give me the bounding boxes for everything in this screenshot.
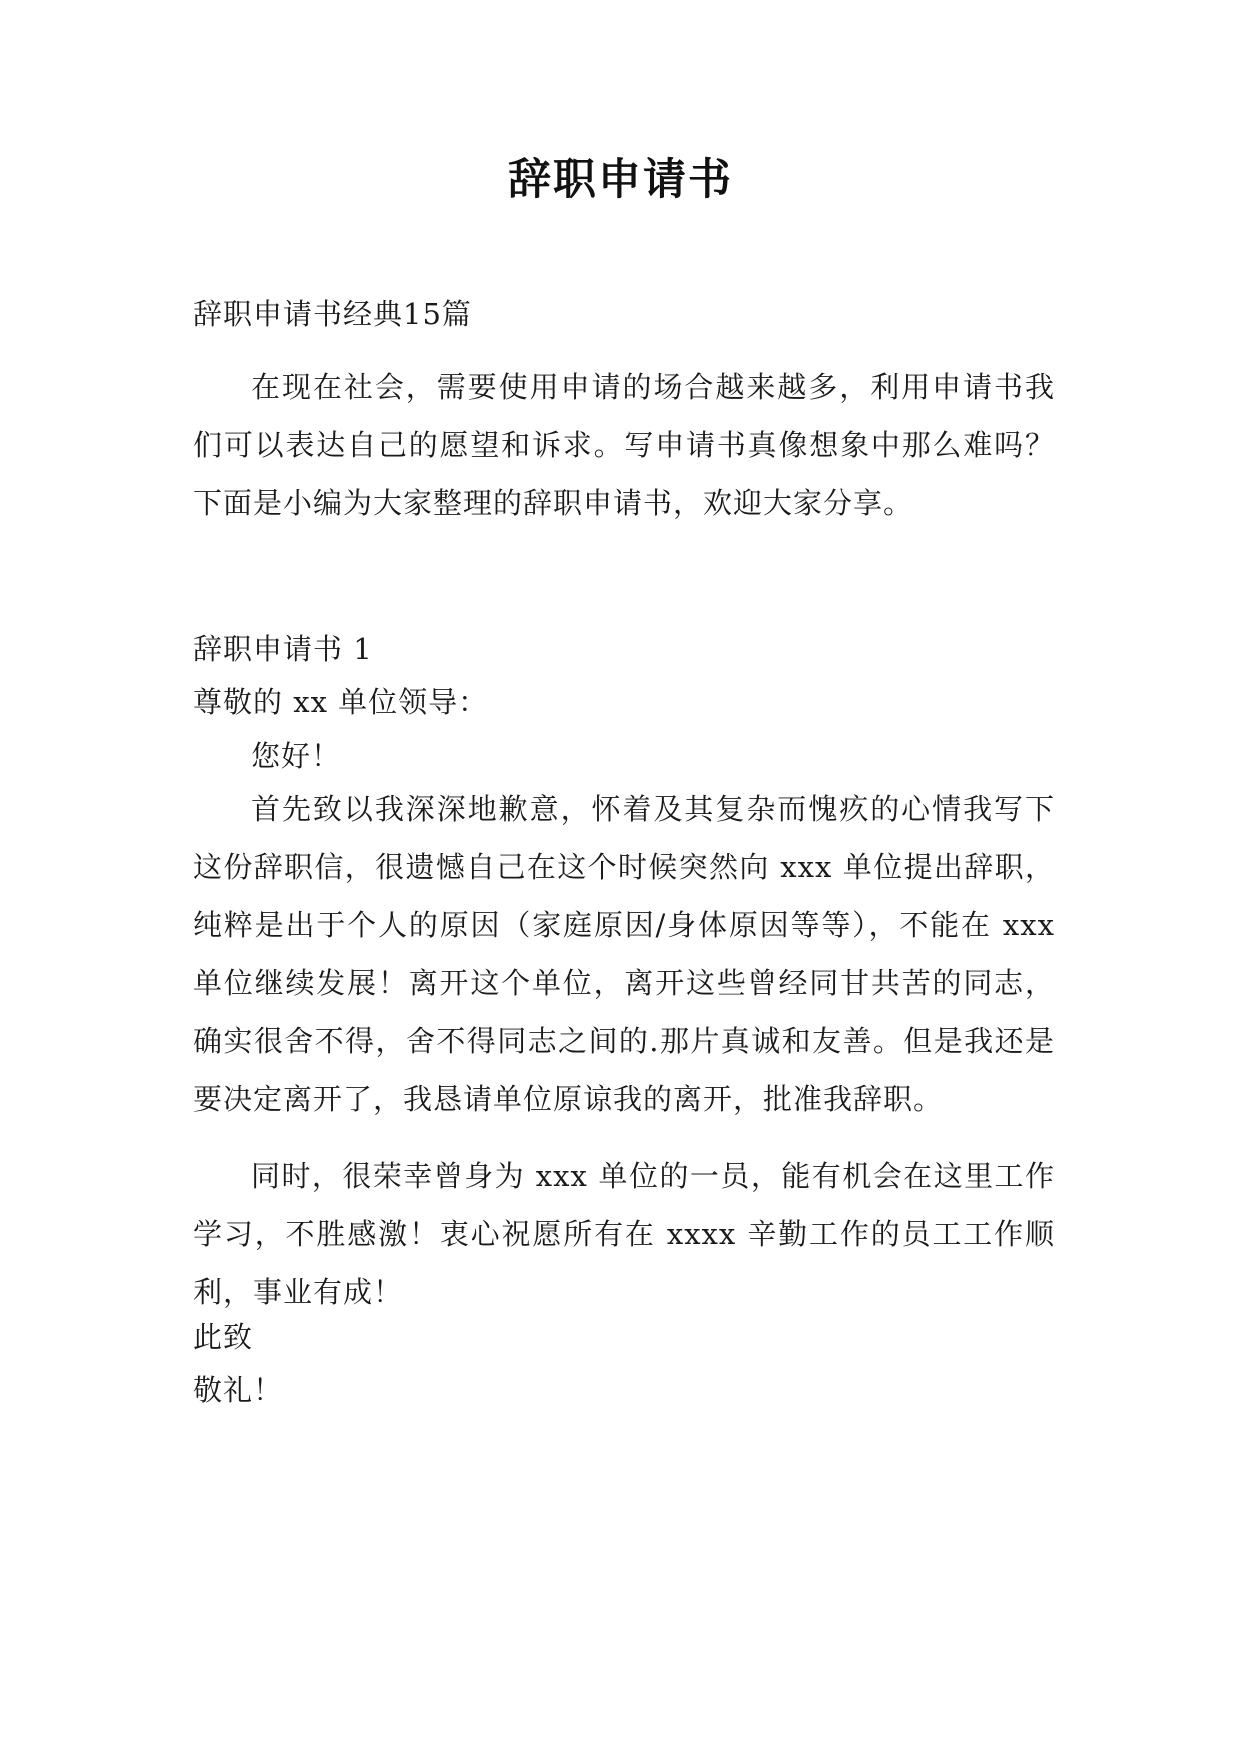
closing-line-1 xyxy=(193,1308,1055,1366)
salutation-text: 尊敬的 xx 单位领导： xyxy=(193,685,489,719)
closing-1-text: 此致 xyxy=(193,1320,254,1354)
intro-paragraph: 在现在社会，需要使用申请的场合越来越多，利用申请书我们可以表达自己的愿望和诉求。写申请书真像想象中那么难吗？下面是小编为大家整理的辞职申请书，欢迎大家分享。 xyxy=(193,370,1055,520)
body-paragraph-2 xyxy=(193,1147,1055,1321)
closing-2-text: 敬礼！ xyxy=(193,1373,284,1407)
document-subtitle xyxy=(193,285,1055,343)
intro-section xyxy=(193,358,1055,532)
paragraph-1-text: 首先致以我深深地歉意，怀着及其复杂而愧疚的心情我写下这份辞职信，很遗憾自己在这个时候突然向 xxx 单位提出辞职，纯粹是出于个人的原因（家庭原因/身体原因等等），不能在 xxx 单位继续发展！离开这个单位，离开这些曾经同甘共苦的同志，确实很舍不得，舍不得同志之间的.那片真诚和友善。但是我还是要决定离开了，我恳请单位原谅我的离开，批准我辞职。 xyxy=(193,792,1055,1116)
document-title: 辞职申请书 xyxy=(508,155,733,205)
section-heading-text: 辞职申请书 1 xyxy=(193,632,373,666)
subtitle-text: 辞职申请书经典15篇 xyxy=(193,297,472,331)
greeting-text: 您好！ xyxy=(251,739,342,773)
closing-line-2 xyxy=(193,1361,1055,1419)
paragraph-2-text: 同时，很荣幸曾身为 xxx 单位的一员，能有机会在这里工作学习，不胜感激！衷心祝愿所有在 xxxx 辛勤工作的员工工作顺利，事业有成！ xyxy=(193,1159,1055,1309)
greeting xyxy=(193,727,1055,785)
salutation xyxy=(193,673,1055,731)
section-heading xyxy=(193,620,1055,678)
body-paragraph-1 xyxy=(193,780,1055,1128)
